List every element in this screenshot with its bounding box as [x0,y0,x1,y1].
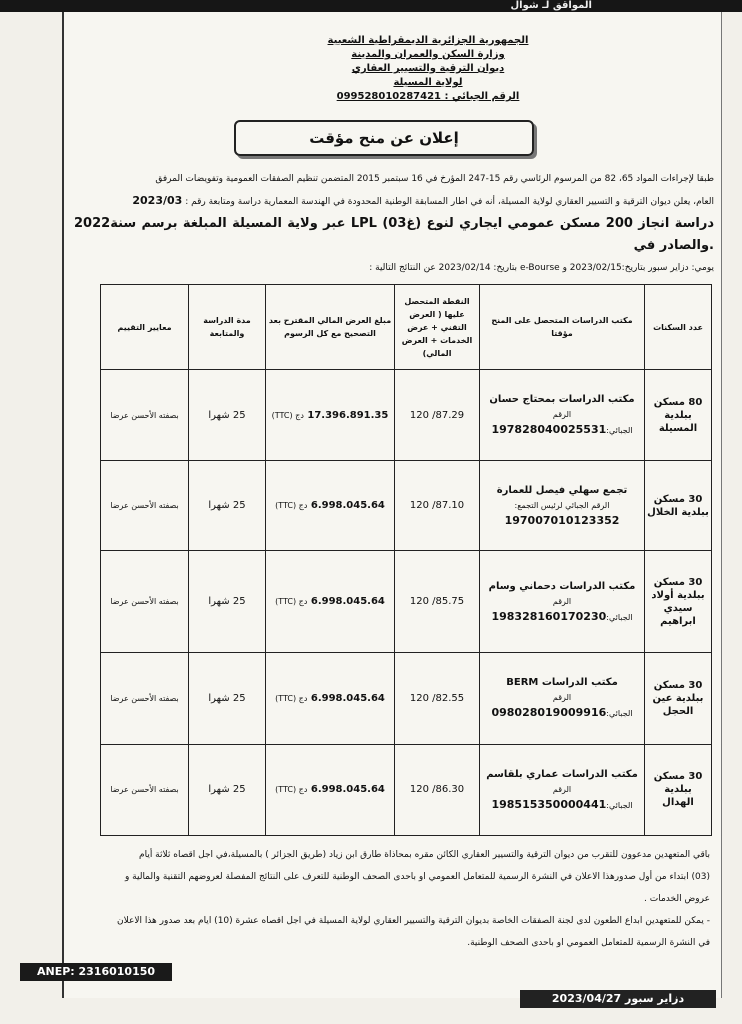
table-row [101,551,712,653]
publication-date-band: دزاير سبور 2023/04/27 [520,990,716,1008]
office-name: مكتب الدراسات عماري بلقاسم [486,768,638,780]
housing-count: 30 مسكن [653,576,703,588]
intro-paragraph-4: يومي: دزاير سبور بتاريخ:2023/02/15 و e-Bourse بتاريخ: 2023/02/14 عن النتائج التالية : [369,263,714,273]
table-row [101,653,712,744]
announcement-page [62,12,722,998]
office-name: مكتب الدراسات بمحتاج حسان [489,394,635,406]
ministry-line: وزارة السكن والعمران والمدينة [351,49,505,60]
intro-paragraph-2-text: العام، يعلن ديوان الترقية و التسيير العقاري لولاية المسيلة، أنه في اطار المسابقة الوطنية المحدودة في الهندسة المعمارية دراسة ومتابعة رقم : [185,197,714,207]
contest-number: 2023/03 [132,194,183,207]
duration-cell: 25 شهرا [189,370,266,461]
reg-label: الرقم الجبائي: [552,410,633,436]
announcement-title-text: إعلان عن منح مؤقت [309,129,459,147]
tax-number-line [313,90,543,104]
footer-paragraph-5: في النشرة الرسمية للمتعامل العمومي او باحدى الصحف الوطنية. [467,938,710,948]
points-cell: 120 /85.75 [395,551,480,653]
wilaya-line: لولاية المسيلة [393,77,463,88]
housing-count: 80 مسكن [653,396,703,408]
office-cell [480,461,645,551]
amount-cell [266,551,395,653]
reg-number: 198515350000441 [491,797,607,811]
table-row [101,461,712,551]
housing-count: 30 مسكن [653,679,703,691]
commune-name: ببلدية أولاد سيدي ابراهيم [651,589,705,627]
top-strip [0,0,742,12]
col-office-header: مكتب الدراسات المتحصل على المنح مؤقتا [480,285,645,370]
reg-number: 197007010123352 [504,514,620,528]
amount-value: 17.396.891.35 [307,409,389,421]
criteria-cell: بصفته الأحسن عرضا [101,653,189,744]
points-cell: 120 /87.29 [395,370,480,461]
housing-count: 30 مسكن [653,771,703,783]
intro-paragraph-3: دراسة انجاز 200 مسكن عمومي ايجاري لنوع (غ03) LPL عبر ولاية المسيلة المبلغة برسم سنة2022 .والصادر في [74,216,715,253]
housing-count: 30 مسكن [653,493,703,505]
currency: دج (TTC) [275,597,308,607]
housing-cell [645,551,712,653]
office-name: مكتب الدراسات BERM [506,677,618,689]
duration-cell: 25 شهرا [189,744,266,835]
table-row [101,370,712,461]
office-name: تجمع سهلي فيصل للعمارة [496,485,628,497]
reg-label: الرقم الجبائي: [552,596,633,622]
amount-value: 6.998.045.64 [310,500,385,512]
amount-cell [266,653,395,744]
criteria-cell: بصفته الأحسن عرضا [101,744,189,835]
currency: دج (TTC) [271,410,304,420]
housing-cell [645,653,712,744]
republic-line: الجمهورية الجزائرية الديمقراطية الشعبية [327,35,529,46]
col-amount-header: مبلغ العرض المالي المقترح بعد التصحيح مع كل الرسوم [266,285,395,370]
amount-cell [266,461,395,551]
results-table [100,284,712,836]
amount-value: 6.998.045.64 [310,692,385,704]
intro-text [74,168,714,279]
points-cell: 120 /87.10 [395,461,480,551]
header-block [313,34,543,104]
footer-paragraph-2: (03) ابتداء من أول صدورهذا الاعلان في النشرة الرسمية للمتعامل العمومي او باحدى الصحف الوطنية للتعرف على النتائج المفصلة لعروضهم التقنية والمالية و [124,872,710,882]
points-cell: 120 /82.55 [395,653,480,744]
anep-reference: ANEP: 2316010150 [20,963,172,981]
office-cell [480,551,645,653]
duration-cell: 25 شهرا [189,551,266,653]
office-cell [480,653,645,744]
footer-text [80,844,710,954]
footer-paragraph-4: - يمكن للمتعهدين ابداع الطعون لدى لجنة الصفقات الخاصة بديوان الترقية والتسيير العقاري لولاية المسيلة في اجل اقصاه عشرة (10) ايام بعد صدور هذا الاعلان [116,916,710,926]
reg-number: 198328160170230 [491,609,607,623]
col-points-header: النقطة المتحصل عليها ( العرض التقني + عرض الخدمات + العرض المالي) [395,285,480,370]
commune-name: ببلدية المسيلة [658,409,698,434]
footer-paragraph-3: عروض الخدمات . [644,894,710,904]
amount-value: 6.998.045.64 [310,784,385,796]
commune-name: ببلدية الخلال [647,506,709,518]
tax-number-value: 099528010287421 [336,91,442,102]
announcement-title [234,120,534,156]
office-name: مكتب الدراسات دحماني وسام [488,580,636,592]
reg-label: الرقم الجبائي: [552,693,633,719]
housing-cell [645,370,712,461]
housing-cell [645,744,712,835]
currency: دج (TTC) [275,693,308,703]
intro-paragraph-1: طبقا لإجراءات المواد 65، 82 من المرسوم الرئاسي رقم 15-247 المؤرخ في 16 سبتمبر 2015 المتضمن تنظيم الصفقات العمومية وتفويضات المرفق [155,174,714,184]
amount-cell [266,744,395,835]
reg-number: 197828040025531 [491,423,607,437]
reg-number: 098028019009916 [491,706,607,720]
duration-cell: 25 شهرا [189,461,266,551]
col-housing-header: عدد السكنات [645,285,712,370]
footer-paragraph-1: باقي المتعهدين مدعوون للتقرب من ديوان الترقية والتسيير العقاري الكائن مقره بمحاذاة طارق ابن زياد (طريق الجزائر ) بالمسيلة،في اجل اقصاه ثلاثة أيام [139,850,710,860]
office-line: ديوان الترقية والتسيير العقاري [351,63,505,74]
top-strip-text: المواقق لـ شوال [510,0,592,11]
office-cell [480,744,645,835]
criteria-cell: بصفته الأحسن عرضا [101,461,189,551]
amount-cell [266,370,395,461]
commune-name: ببلدية الهدال [662,784,694,809]
criteria-cell: بصفته الأحسن عرضا [101,370,189,461]
criteria-cell: بصفته الأحسن عرضا [101,551,189,653]
reg-label: الرقم الجبائي لرئيس التجمع: [514,501,610,511]
reg-label: الرقم الجبائي: [552,784,633,810]
currency: دج (TTC) [275,785,308,795]
tax-number-label: الرقم الجبائي : [444,91,520,102]
currency: دج (TTC) [275,501,308,511]
col-duration-header: مدة الدراسة والمتابعة [189,285,266,370]
amount-value: 6.998.045.64 [310,596,385,608]
office-cell [480,370,645,461]
table-header-row [101,285,712,370]
housing-cell [645,461,712,551]
commune-name: ببلدية عين الحجل [652,692,704,717]
table-row [101,744,712,835]
duration-cell: 25 شهرا [189,653,266,744]
points-cell: 120 /86.30 [395,744,480,835]
intro-paragraph-2 [74,190,714,213]
col-criteria-header: معايير التقييم [101,285,189,370]
